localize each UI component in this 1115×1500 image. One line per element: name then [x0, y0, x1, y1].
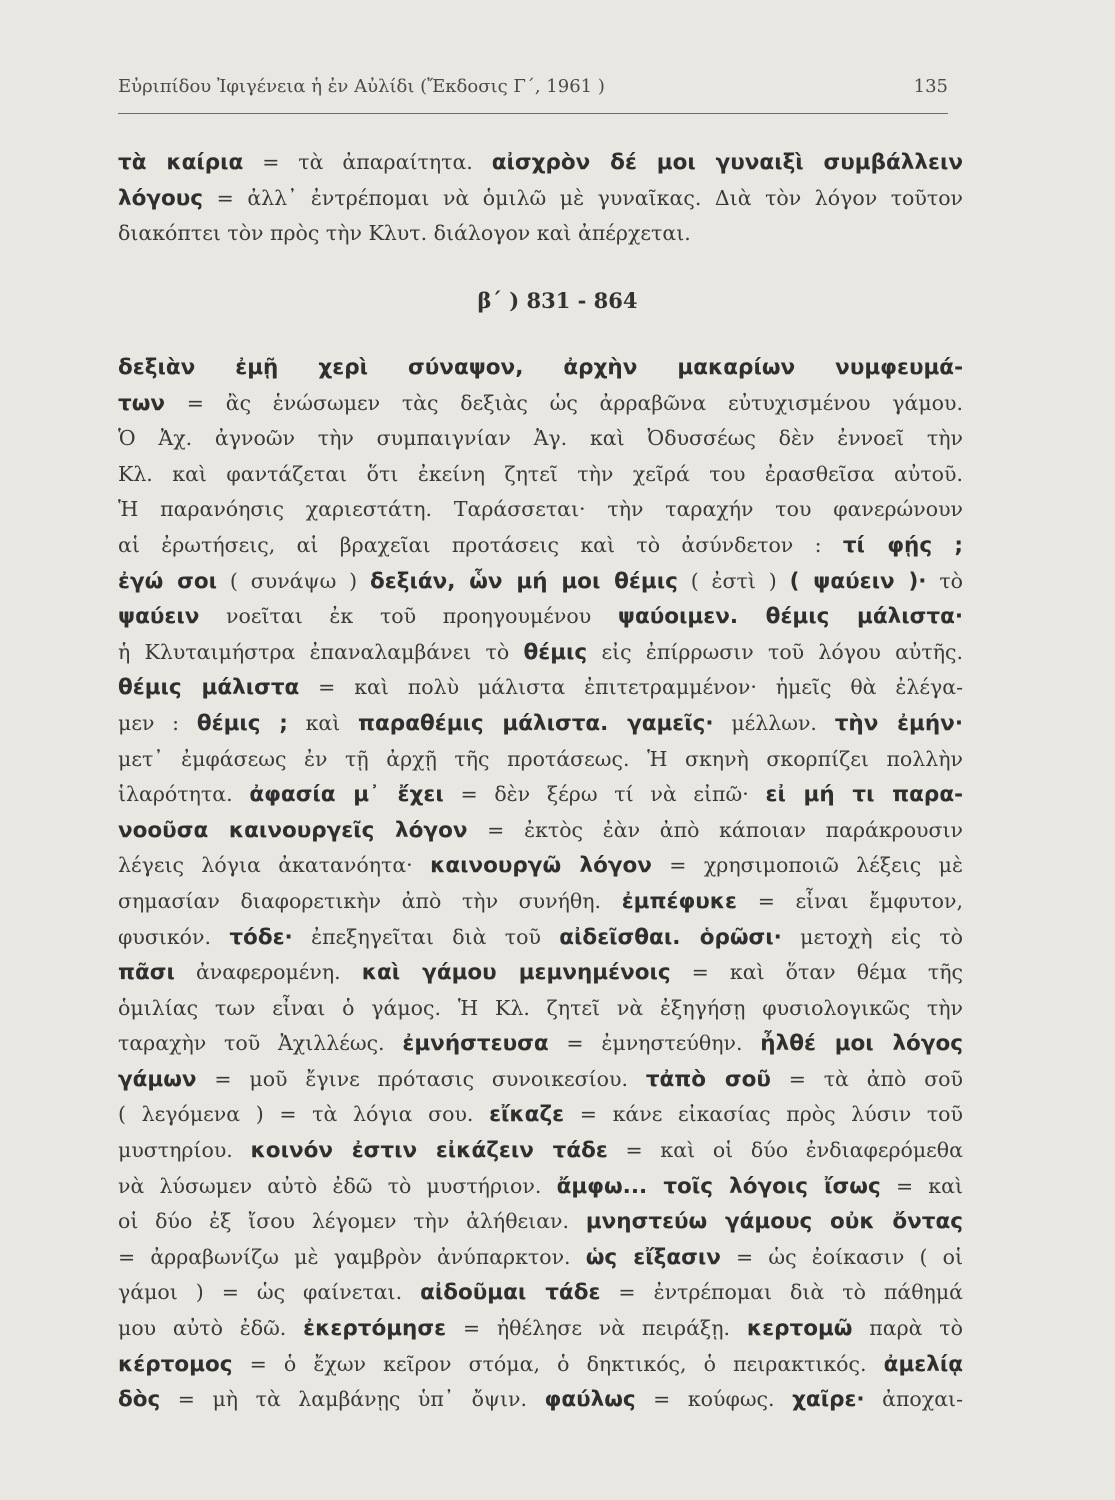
text-line: [118, 145, 963, 181]
text-line: [118, 457, 963, 493]
gloss-text: = ἐντρέπομαι διὰ τὸ πάθημά: [600, 1280, 963, 1305]
lemma: πᾶσι: [118, 960, 175, 986]
lemma: λόγους: [118, 185, 204, 211]
header-rule: [118, 113, 948, 114]
gloss-text: μέλλων.: [713, 710, 835, 735]
gloss-text: ἀποχαι-: [864, 1387, 963, 1412]
gloss-text: καὶ: [287, 710, 359, 735]
gloss-text: = τὰ ἀπαραίτητα.: [243, 150, 492, 174]
lemma: των: [118, 390, 166, 416]
gloss-text: ἐπεξηγεῖται διὰ τοῦ: [292, 924, 560, 949]
text-line: [118, 386, 963, 422]
lemma: ἀμελίᾳ: [883, 1351, 963, 1377]
lemma: ( ψαύειν )·: [789, 568, 927, 594]
lemma: τί φῄς ;: [842, 532, 963, 558]
gloss-text: = κούφως.: [635, 1387, 793, 1412]
text-line: [118, 1347, 963, 1383]
lemma: τόδε·: [229, 924, 293, 950]
gloss-text: = ἀρραβωνίζω μὲ γαμβρὸν ἀνύπαρκτον.: [118, 1244, 586, 1269]
lemma: γάμων: [118, 1066, 197, 1092]
section-heading: β΄ ) 831 - 864: [477, 288, 638, 313]
gloss-text: διακόπτει τὸν πρὸς τὴν Κλυτ. διάλογον καὶ ἀπέρχεται.: [118, 221, 691, 246]
text-line: [118, 1097, 963, 1133]
gloss-text: ἡ Κλυταιμήστρα ἐπαναλαμβάνει τὸ: [118, 639, 524, 664]
gloss-text: εἰς ἐπίρρωσιν τοῦ λόγου αὐτῆς.: [587, 639, 963, 664]
lemma: κέρτομος: [118, 1351, 233, 1377]
lemma: μνηστεύω γάμους οὐκ ὄντας: [585, 1209, 963, 1235]
gloss-text: = ἀλλ᾽ ἐντρέπομαι νὰ ὁμιλῶ μὲ γυναῖκας. Διὰ τὸν λόγον τοῦτον: [203, 185, 963, 210]
text-line: [118, 884, 963, 920]
text-line: [118, 1240, 963, 1276]
text-line: [118, 421, 963, 457]
gloss-text: σημασίαν διαφορετικὴν ἀπὸ τὴν συνήθη.: [118, 888, 622, 913]
text-line: [118, 1204, 963, 1240]
lemma: τἀπὸ σοῦ: [645, 1066, 771, 1092]
gloss-text: = καὶ ὅταν θέμα τῆς: [670, 960, 963, 985]
text-line: [118, 1133, 963, 1169]
running-head: [118, 76, 948, 106]
lemma: θέμις ;: [196, 710, 288, 736]
lemma: ἐκερτόμησε: [303, 1316, 447, 1342]
gloss-text: νοεῖται ἐκ τοῦ προηγουμένου: [199, 604, 618, 629]
lemma: χαῖρε·: [792, 1387, 865, 1413]
lemma: θέμις: [523, 639, 588, 665]
gloss-text: = καὶ: [880, 1173, 963, 1198]
gloss-text: = εἶναι ἔμφυτον,: [737, 888, 963, 913]
lemma: νοοῦσα καινουργεῖς λόγον: [118, 817, 468, 843]
gloss-text: τὸ: [926, 568, 963, 593]
lemma: εἴκαζε: [489, 1102, 565, 1128]
gloss-text: = μὴ τὰ λαμβάνῃς ὑπ᾽ ὄψιν.: [160, 1387, 545, 1412]
gloss-text: μυστηρίου.: [118, 1138, 251, 1163]
gloss-text: = τὰ ἀπὸ σοῦ: [770, 1066, 963, 1091]
lemma: τὴν ἐμήν·: [834, 710, 963, 736]
text-line: [118, 528, 963, 564]
text-line: [118, 777, 963, 813]
text-line: [118, 492, 963, 528]
gloss-text: ἱλαρότητα.: [118, 782, 250, 807]
lemma: δεξιάν, ὧν μή μοι θέμις: [370, 568, 678, 594]
gloss-text: φυσικόν.: [118, 924, 230, 949]
gloss-text: = ἐκτὸς ἐὰν ἀπὸ κάποιαν παράκρουσιν: [467, 817, 963, 842]
lemma: ἐμνήστευσα: [402, 1031, 549, 1057]
gloss-text: = ἐμνηστεύθην.: [548, 1031, 761, 1056]
gloss-text: = κάνε εἰκασίας πρὸς λύσιν τοῦ: [564, 1102, 963, 1127]
text-line: [118, 1062, 963, 1098]
lemma: κοινόν ἐστιν εἰκάζειν τάδε: [250, 1138, 608, 1164]
gloss-text: ταραχὴν τοῦ Ἀχιλλέως.: [118, 1031, 403, 1056]
text-line: [118, 742, 963, 778]
text-line: [118, 955, 963, 991]
text-line: [118, 1026, 963, 1062]
text-line: [118, 216, 963, 252]
lemma: ψαύειν: [118, 604, 200, 630]
text-line: [118, 1311, 963, 1347]
text-line: [118, 920, 963, 956]
gloss-text: μετοχὴ εἰς τὸ: [781, 924, 963, 949]
main-paragraph: [118, 350, 963, 1418]
lemma: ἐγώ σοι: [118, 568, 218, 594]
gloss-text: ὁμιλίας των εἶναι ὁ γάμος. Ἡ Κλ. ζητεῖ νὰ ἐξηγήσῃ φυσιολογικῶς τὴν: [118, 995, 963, 1020]
text-line: [118, 670, 963, 706]
gloss-text: = ἠθέλησε νὰ πειράξῃ.: [446, 1316, 747, 1341]
lemma: φαύλως: [544, 1387, 636, 1413]
text-line: [118, 848, 963, 884]
page-number: 135: [913, 76, 948, 97]
lemma: ψαύοιμεν. θέμις μάλιστα·: [617, 604, 963, 630]
gloss-text: λέγεις λόγια ἀκατανόητα·: [118, 853, 431, 878]
gloss-text: = καὶ πολὺ μάλιστα ἐπιτετραμμένον· ἡμεῖς θὰ ἐλέγα-: [299, 675, 963, 700]
lemma: ἀφασία μ᾽ ἔχει: [249, 782, 444, 808]
gloss-text: νὰ λύσωμεν αὐτὸ ἐδῶ τὸ μυστήριον.: [118, 1173, 557, 1198]
lemma: παραθέμις μάλιστα. γαμεῖς·: [358, 710, 714, 736]
gloss-text: μου αὐτὸ ἐδῶ.: [118, 1316, 304, 1341]
lemma: αἰσχρὸν δέ μοι γυναιξὶ συμβάλλειν: [491, 150, 963, 175]
text-line: [118, 635, 963, 671]
gloss-text: = καὶ οἱ δύο ἐνδιαφερόμεθα: [607, 1138, 963, 1163]
gloss-text: οἱ δύο ἐξ ἴσου λέγομεν τὴν ἀλήθειαν.: [118, 1209, 586, 1234]
top-paragraph: [118, 145, 963, 252]
lemma: τὰ καίρια: [118, 150, 244, 175]
text-line: [118, 181, 963, 217]
gloss-text: = μοῦ ἔγινε πρότασις συνοικεσίου.: [196, 1066, 646, 1091]
lemma: αἰδοῦμαι τάδε: [420, 1280, 601, 1306]
gloss-text: Ὁ Ἀχ. ἀγνοῶν τὴν συμπαιγνίαν Ἀγ. καὶ Ὀδυσσέως δὲν ἐννοεῖ τὴν: [118, 426, 963, 451]
text-line: [118, 991, 963, 1027]
lemma: αἰδεῖσθαι. ὁρῶσι·: [559, 924, 782, 950]
text-line: [118, 1169, 963, 1205]
gloss-text: Ἡ παρανόησις χαριεστάτη. Ταράσσεται· τὴν ταραχήν του φανερώνουν: [118, 497, 963, 522]
text-line: [118, 706, 963, 742]
gloss-text: = ὡς ἐοίκασιν ( οἱ: [720, 1244, 963, 1269]
gloss-text: μετ᾽ ἐμφάσεως ἐν τῇ ἀρχῇ τῆς προτάσεως. Ἡ σκηνὴ σκορπίζει πολλὴν: [118, 746, 963, 771]
lemma: δὸς: [118, 1387, 161, 1413]
lemma: ὡς εἴξασιν: [585, 1244, 721, 1270]
running-head-title: Εὐριπίδου Ἰφιγένεια ἡ ἐν Αὐλίδι (Ἔκδοσις Γ΄, 1961 ): [118, 76, 605, 97]
gloss-text: μεν :: [118, 710, 197, 735]
gloss-text: ( λεγόμενα ) = τὰ λόγια σου.: [118, 1102, 490, 1127]
text-line: [118, 350, 963, 386]
gloss-text: αἱ ἐρωτήσεις, αἱ βραχεῖαι προτάσεις καὶ τὸ ἀσύνδετον :: [118, 532, 843, 557]
gloss-text: ( συνάψω ): [217, 568, 371, 593]
gloss-text: = ὁ ἔχων κεῖρον στόμα, ὁ δηκτικός, ὁ πειρακτικός.: [232, 1351, 884, 1376]
text-line: [118, 813, 963, 849]
lemma: ἐμπέφυκε: [621, 888, 738, 914]
gloss-text: = χρησιμοποιῶ λέξεις μὲ: [651, 853, 963, 878]
gloss-text: ἀναφερομένη.: [174, 960, 362, 985]
gloss-text: Κλ. καὶ φαντάζεται ὅτι ἐκείνη ζητεῖ τὴν χεῖρά του ἐρασθεῖσα αὐτοῦ.: [118, 461, 963, 486]
gloss-text: ( ἐστὶ ): [677, 568, 790, 593]
gloss-text: = ἂς ἑνώσωμεν τὰς δεξιὰς ὡς ἀρραβῶνα εὐτυχισμένου γάμου.: [165, 390, 963, 415]
lemma: θέμις μάλιστα: [118, 675, 300, 701]
gloss-text: γάμοι ) = ὡς φαίνεται.: [118, 1280, 421, 1305]
lemma: δεξιὰν ἐμῇ χερὶ σύναψον, ἀρχὴν μακαρίων νυμφευμά-: [118, 355, 963, 380]
gloss-text: παρὰ τὸ: [852, 1316, 963, 1341]
lemma: καὶ γάμου μεμνημένοις: [361, 960, 671, 986]
text-line: [118, 1275, 963, 1311]
text-line: [118, 564, 963, 600]
lemma: καινουργῶ λόγον: [430, 853, 652, 879]
lemma: ἄμφω... τοῖς λόγοις ἴσως: [556, 1173, 881, 1199]
gloss-text: = δὲν ξέρω τί νὰ εἰπῶ·: [443, 782, 766, 807]
lemma: κερτομῶ: [746, 1316, 853, 1342]
lemma: εἰ μή τι παρα-: [765, 782, 963, 808]
text-line: [118, 1382, 963, 1418]
text-line: [118, 599, 963, 635]
lemma: ἦλθέ μοι λόγος: [760, 1031, 963, 1057]
